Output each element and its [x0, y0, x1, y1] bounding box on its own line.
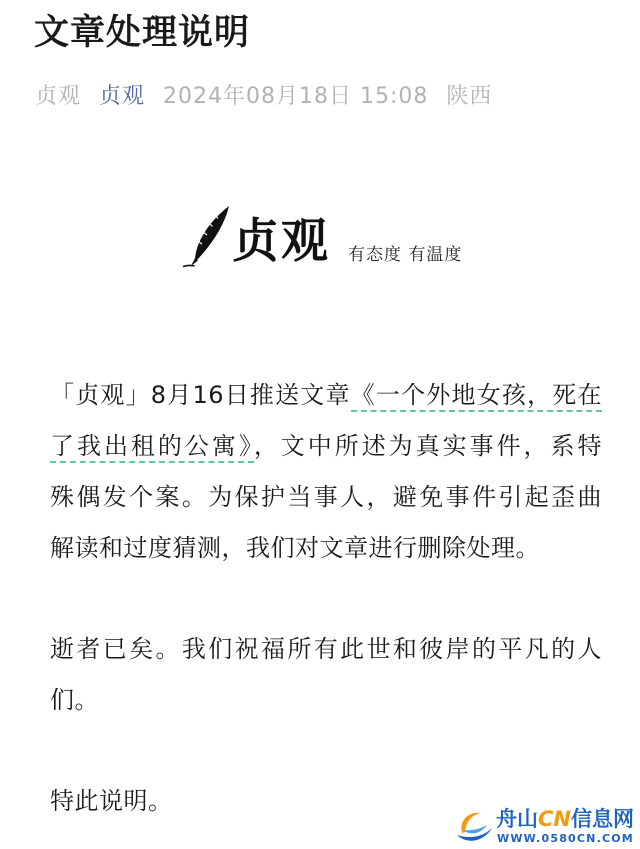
watermark-name-part: 信息网	[571, 807, 634, 831]
author-name: 贞观	[35, 84, 82, 109]
account-name-link[interactable]: 贞观	[99, 84, 146, 109]
article-title-search-link[interactable]: 了我出租的公寓》	[50, 432, 254, 463]
article-meta	[35, 82, 492, 112]
paragraph-text: 「贞观」8月16日推送文章	[50, 381, 351, 409]
site-watermark	[454, 804, 636, 848]
publish-location: 陕西	[446, 84, 493, 109]
paragraph-line	[50, 370, 602, 421]
logo-name: 贞观	[232, 214, 330, 269]
paragraph-2	[50, 624, 602, 726]
article-body	[50, 370, 602, 827]
paragraph-line: 们。	[50, 686, 99, 714]
quill-pen-icon	[183, 204, 231, 268]
watermark-name-part: 舟山	[496, 807, 538, 831]
paragraph-line: 殊偶发个案。为保护当事人，避免事件引起歪曲	[50, 483, 602, 511]
watermark-site-name	[496, 806, 634, 832]
watermark-url: WWW.0580CN.COM	[497, 832, 634, 845]
logo-slogan: 有态度 有温度	[348, 245, 463, 265]
paragraph-1	[50, 370, 602, 574]
article-header-logo	[183, 200, 473, 280]
paragraph-line	[50, 421, 602, 472]
watermark-name-part: CN	[538, 807, 571, 831]
paragraph-line: 逝者已矣。我们祝福所有此世和彼岸的平凡的人	[50, 635, 602, 663]
article-title-search-link[interactable]: 《一个外地女孩，死在	[351, 381, 602, 412]
paragraph-line: 解读和过度猜测，我们对文章进行删除处理。	[50, 534, 540, 562]
site-logo-icon	[454, 806, 494, 846]
publish-time: 2024年08月18日 15:08	[163, 84, 429, 109]
article-title: 文章处理说明	[34, 13, 251, 53]
paragraph-line: 特此说明。	[50, 787, 173, 815]
paragraph-text: ，文中所述为真实事件，系特	[253, 432, 603, 460]
